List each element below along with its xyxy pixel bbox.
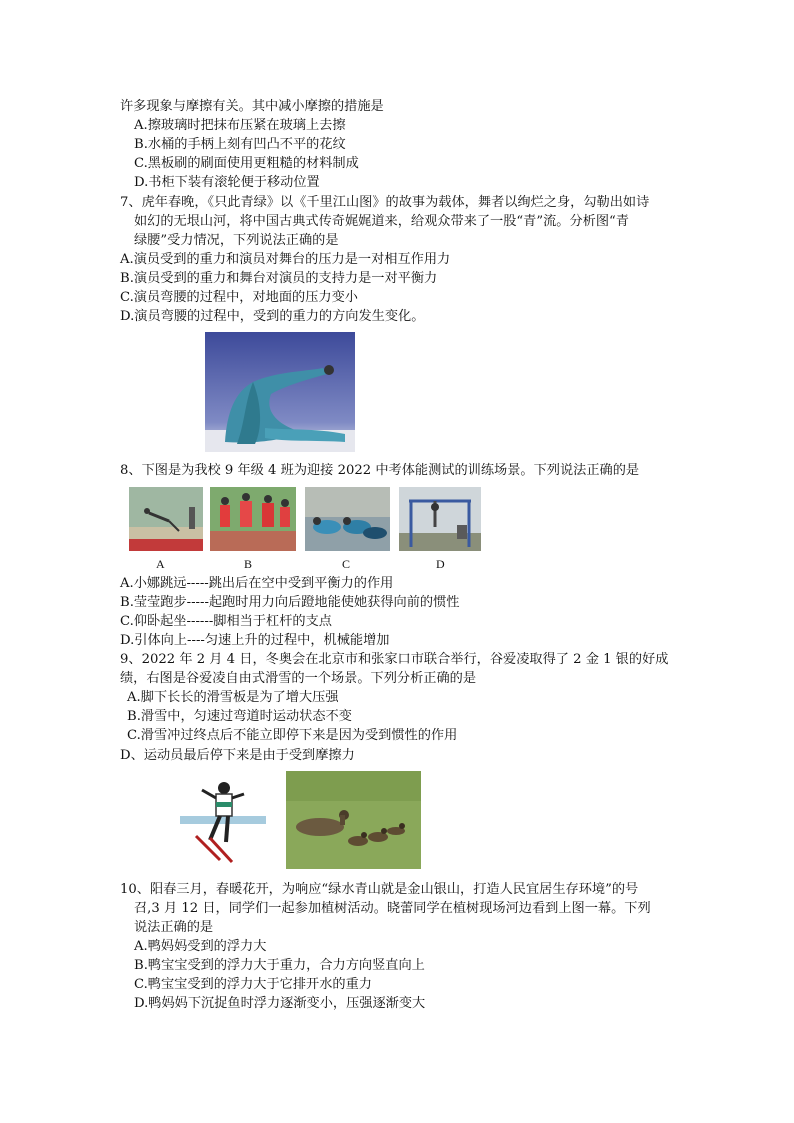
photo-label-d: D — [436, 557, 445, 571]
q9-option-d: D、运动员最后停下来是由于受到摩擦力 — [120, 748, 355, 763]
q10-option-b: B.鸭宝宝受到的浮力大于重力，合力方向竖直向上 — [134, 958, 425, 973]
q8-option-d: D.引体向上----匀速上升的过程中，机械能增加 — [120, 633, 390, 648]
photo-a-long-jump — [129, 487, 203, 551]
q7-option-c: C.演员弯腰的过程中，对地面的压力变小 — [120, 290, 358, 305]
photo-label-b: B — [244, 557, 253, 571]
photo-label-a: A — [156, 557, 165, 571]
photo-c-situps — [305, 487, 390, 551]
q10-stem-line2: 召,3 月 12 日，同学们一起参加植树活动。晓蕾同学在植树现场河边看到上图一幕。下列 — [134, 901, 651, 916]
q9-stem-line1: 9、2022 年 2 月 4 日，冬奥会在北京市和张家口市联合举行，谷爱凌取得了 2 金 1 银的好成 — [120, 652, 669, 667]
q7-stem-line3: 绿腰”受力情况，下列说法正确的是 — [134, 233, 339, 248]
photo-d-pullups — [399, 487, 481, 551]
q8-option-c: C.仰卧起坐------脚相当于杠杆的支点 — [120, 614, 332, 629]
q6-option-d: D.书柜下装有滚轮便于移动位置 — [134, 175, 320, 190]
q10-stem-line3: 说法正确的是 — [134, 920, 214, 935]
q8-option-a: A.小娜跳远-----跳出后在空中受到平衡力的作用 — [120, 576, 394, 591]
q6-stem: 许多现象与摩擦有关。其中减小摩擦的措施是 — [120, 99, 384, 114]
q7-option-d: D.演员弯腰的过程中，受到的重力的方向发生变化。 — [120, 309, 425, 324]
q9-stem-line2: 绩，右图是谷爱凌自由式滑雪的一个场景。下列分析正确的是 — [120, 671, 477, 686]
q6-option-a: A.擦玻璃时把抹布压紧在玻璃上去擦 — [134, 118, 346, 133]
q8-stem: 8、下图是为我校 9 年级 4 班为迎接 2022 中考体能测试的训练场景。下列说法正确的是 — [120, 463, 640, 478]
ducks-photo — [286, 771, 421, 869]
q7-stem-line2: 如幻的无垠山河，将中国古典式传奇娓娓道来，给观众带来了一股“青”流。分析图“青 — [134, 214, 629, 229]
q9-option-b: B.滑雪中，匀速过弯道时运动状态不变 — [127, 709, 352, 724]
dancer-photo — [205, 332, 355, 452]
q10-option-d: D.鸭妈妈下沉捉鱼时浮力逐渐变小，压强逐渐变大 — [134, 996, 426, 1011]
q8-option-b: B.莹莹跑步-----起跑时用力向后蹬地能使她获得向前的惯性 — [120, 595, 460, 610]
q7-option-b: B.演员受到的重力和舞台对演员的支持力是一对平衡力 — [120, 271, 438, 286]
q6-option-b: B.水桶的手柄上刻有凹凸不平的花纹 — [134, 137, 346, 152]
q10-option-c: C.鸭宝宝受到的浮力大于它排开水的重力 — [134, 977, 372, 992]
q10-option-a: A.鸭妈妈受到的浮力大 — [134, 939, 267, 954]
q10-stem-line1: 10、阳春三月，春暖花开，为响应“绿水青山就是金山银山，打造人民宜居生存环境”的号 — [120, 882, 639, 897]
q6-option-c: C.黑板刷的刷面使用更粗糙的材料制成 — [134, 156, 359, 171]
skier-photo — [180, 774, 266, 866]
q7-option-a: A.演员受到的重力和演员对舞台的压力是一对相互作用力 — [120, 252, 451, 267]
q7-stem-line1: 7、虎年春晚，《只此青绿》以《千里江山图》的故事为载体，舞者以绚烂之身，勾勒出如诗 — [120, 195, 650, 210]
photo-label-c: C — [342, 557, 351, 571]
photo-b-running — [210, 487, 296, 551]
q9-option-a: A.脚下长长的滑雪板是为了增大压强 — [127, 690, 339, 705]
q9-option-c: C.滑雪冲过终点后不能立即停下来是因为受到惯性的作用 — [127, 728, 458, 743]
